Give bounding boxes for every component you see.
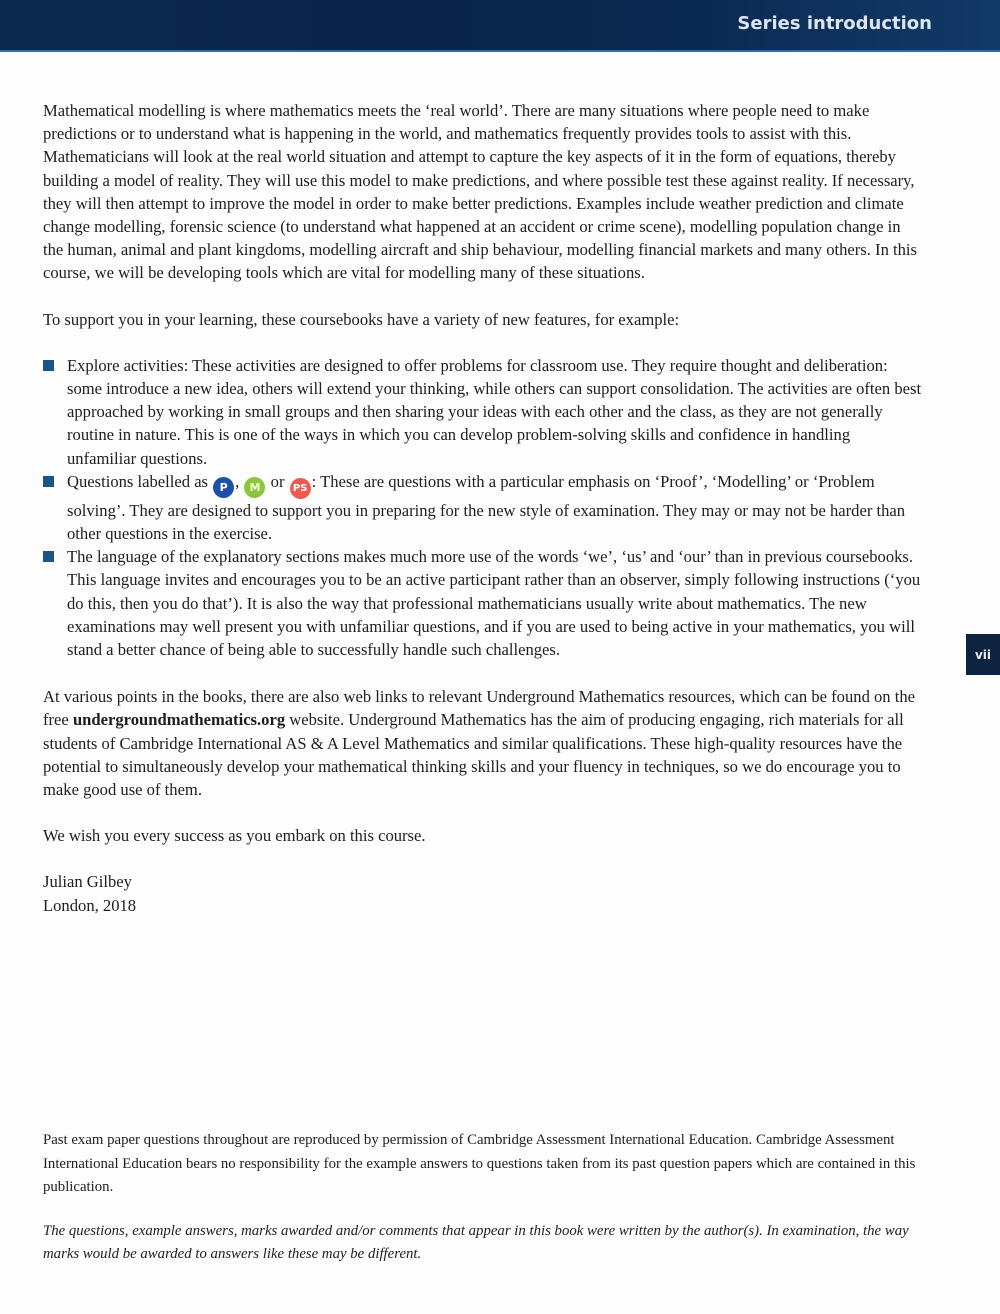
- signature: [43, 870, 923, 916]
- list-item-questions: Questions labelled as P , M or PS : These are questions with a particular emphasis on ‘Proof’, ‘Modelling’ or ‘Problem solving’. They are designed to support you in preparing for the new style of examination. They may or may not be harder than other questions in the exercise.: [43, 470, 923, 545]
- features-list: [43, 354, 923, 661]
- author-place-date: London, 2018: [43, 895, 137, 915]
- disclaimer-note: The questions, example answers, marks awarded and/or comments that appear in this book were written by the author(s). In examination, the way marks would be awarded to answers like these may be different.: [43, 1222, 909, 1262]
- square-bullet-icon: [43, 360, 54, 371]
- list-item-explore: Explore activities: These activities are designed to offer problems for classroom use. They require thought and deliberation: some introduce a new idea, others will extend your thinking, while others can support consolidation. The activities are often best approached by working in small groups and then sharing your ideas with each other and the class, as they are not generally routine in nature. This is one of the ways in which you can develop problem-solving skills and confidence in handling unfamiliar questions.: [43, 354, 923, 470]
- web-links-paragraph: At various points in the books, there are also web links to relevant Underground Mathematics resources, which can be found on the free undergroundmathematics.org website. Underground Mathematics has the aim of producing engaging, rich materials for all students of Cambridge International AS & A Level Mathematics and similar qualifications. These high-quality resources have the potential to simultaneously develop your mathematical thinking skills and your fluency in techniques, so we do encourage you to make good use of them.: [43, 687, 916, 800]
- features-intro: To support you in your learning, these coursebooks have a variety of new features, for example:: [43, 309, 680, 329]
- square-bullet-icon: [43, 476, 54, 487]
- modelling-badge-icon: M: [244, 477, 265, 498]
- proof-badge-icon: P: [213, 477, 234, 498]
- page-header-banner: [0, 0, 1000, 52]
- page-number-tab: vii: [966, 634, 1000, 675]
- main-content: [43, 99, 923, 917]
- closing-line: We wish you every success as you embark on this course.: [43, 826, 426, 846]
- underground-maths-link[interactable]: undergroundmathematics.org: [72, 710, 286, 730]
- author-name: Julian Gilbey: [43, 872, 132, 892]
- square-bullet-icon: [43, 551, 54, 562]
- list-item-language: The language of the explanatory sections makes much more use of the words ‘we’, ‘us’ and ‘our’ than in previous coursebooks. This language invites and encourages you to be an active participant rather than an observer, simply following instructions (‘you do this, then you do that’). It is also the way that professional mathematicians usually write about mathematics. The new examinations may well present you with unfamiliar questions, and if you are used to being active in your mathematics, you will stand a better chance of being able to successfully handle such challenges.: [43, 545, 923, 661]
- footer-notes: [43, 1129, 923, 1287]
- section-title: Series introduction: [737, 13, 932, 34]
- permission-note: Past exam paper questions throughout are reproduced by permission of Cambridge Assessment International Education. Cambridge Assessment International Education bears no responsibility for the example answers to questions taken from its past question papers which are contained in this publication.: [43, 1132, 916, 1195]
- intro-paragraph: Mathematical modelling is where mathematics meets the ‘real world’. There are many situations where people need to make predictions or to understand what is happening in the world, and mathematics frequently provides tools to assist with this. Mathematicians will look at the real world situation and attempt to capture the key aspects of it in the form of equations, thereby building a model of reality. They will use this model to make predictions, and where possible test these against reality. If necessary, they will then attempt to improve the model in order to make better predictions. Examples include weather prediction and climate change modelling, forensic science (to understand what happened at an accident or crime scene), modelling population change in the human, animal and plant kingdoms, modelling aircraft and ship behaviour, modelling financial markets and many others. In this course, we will be developing tools which are vital for modelling many of these situations.: [43, 101, 917, 283]
- problem-solving-badge-icon: PS: [290, 478, 311, 499]
